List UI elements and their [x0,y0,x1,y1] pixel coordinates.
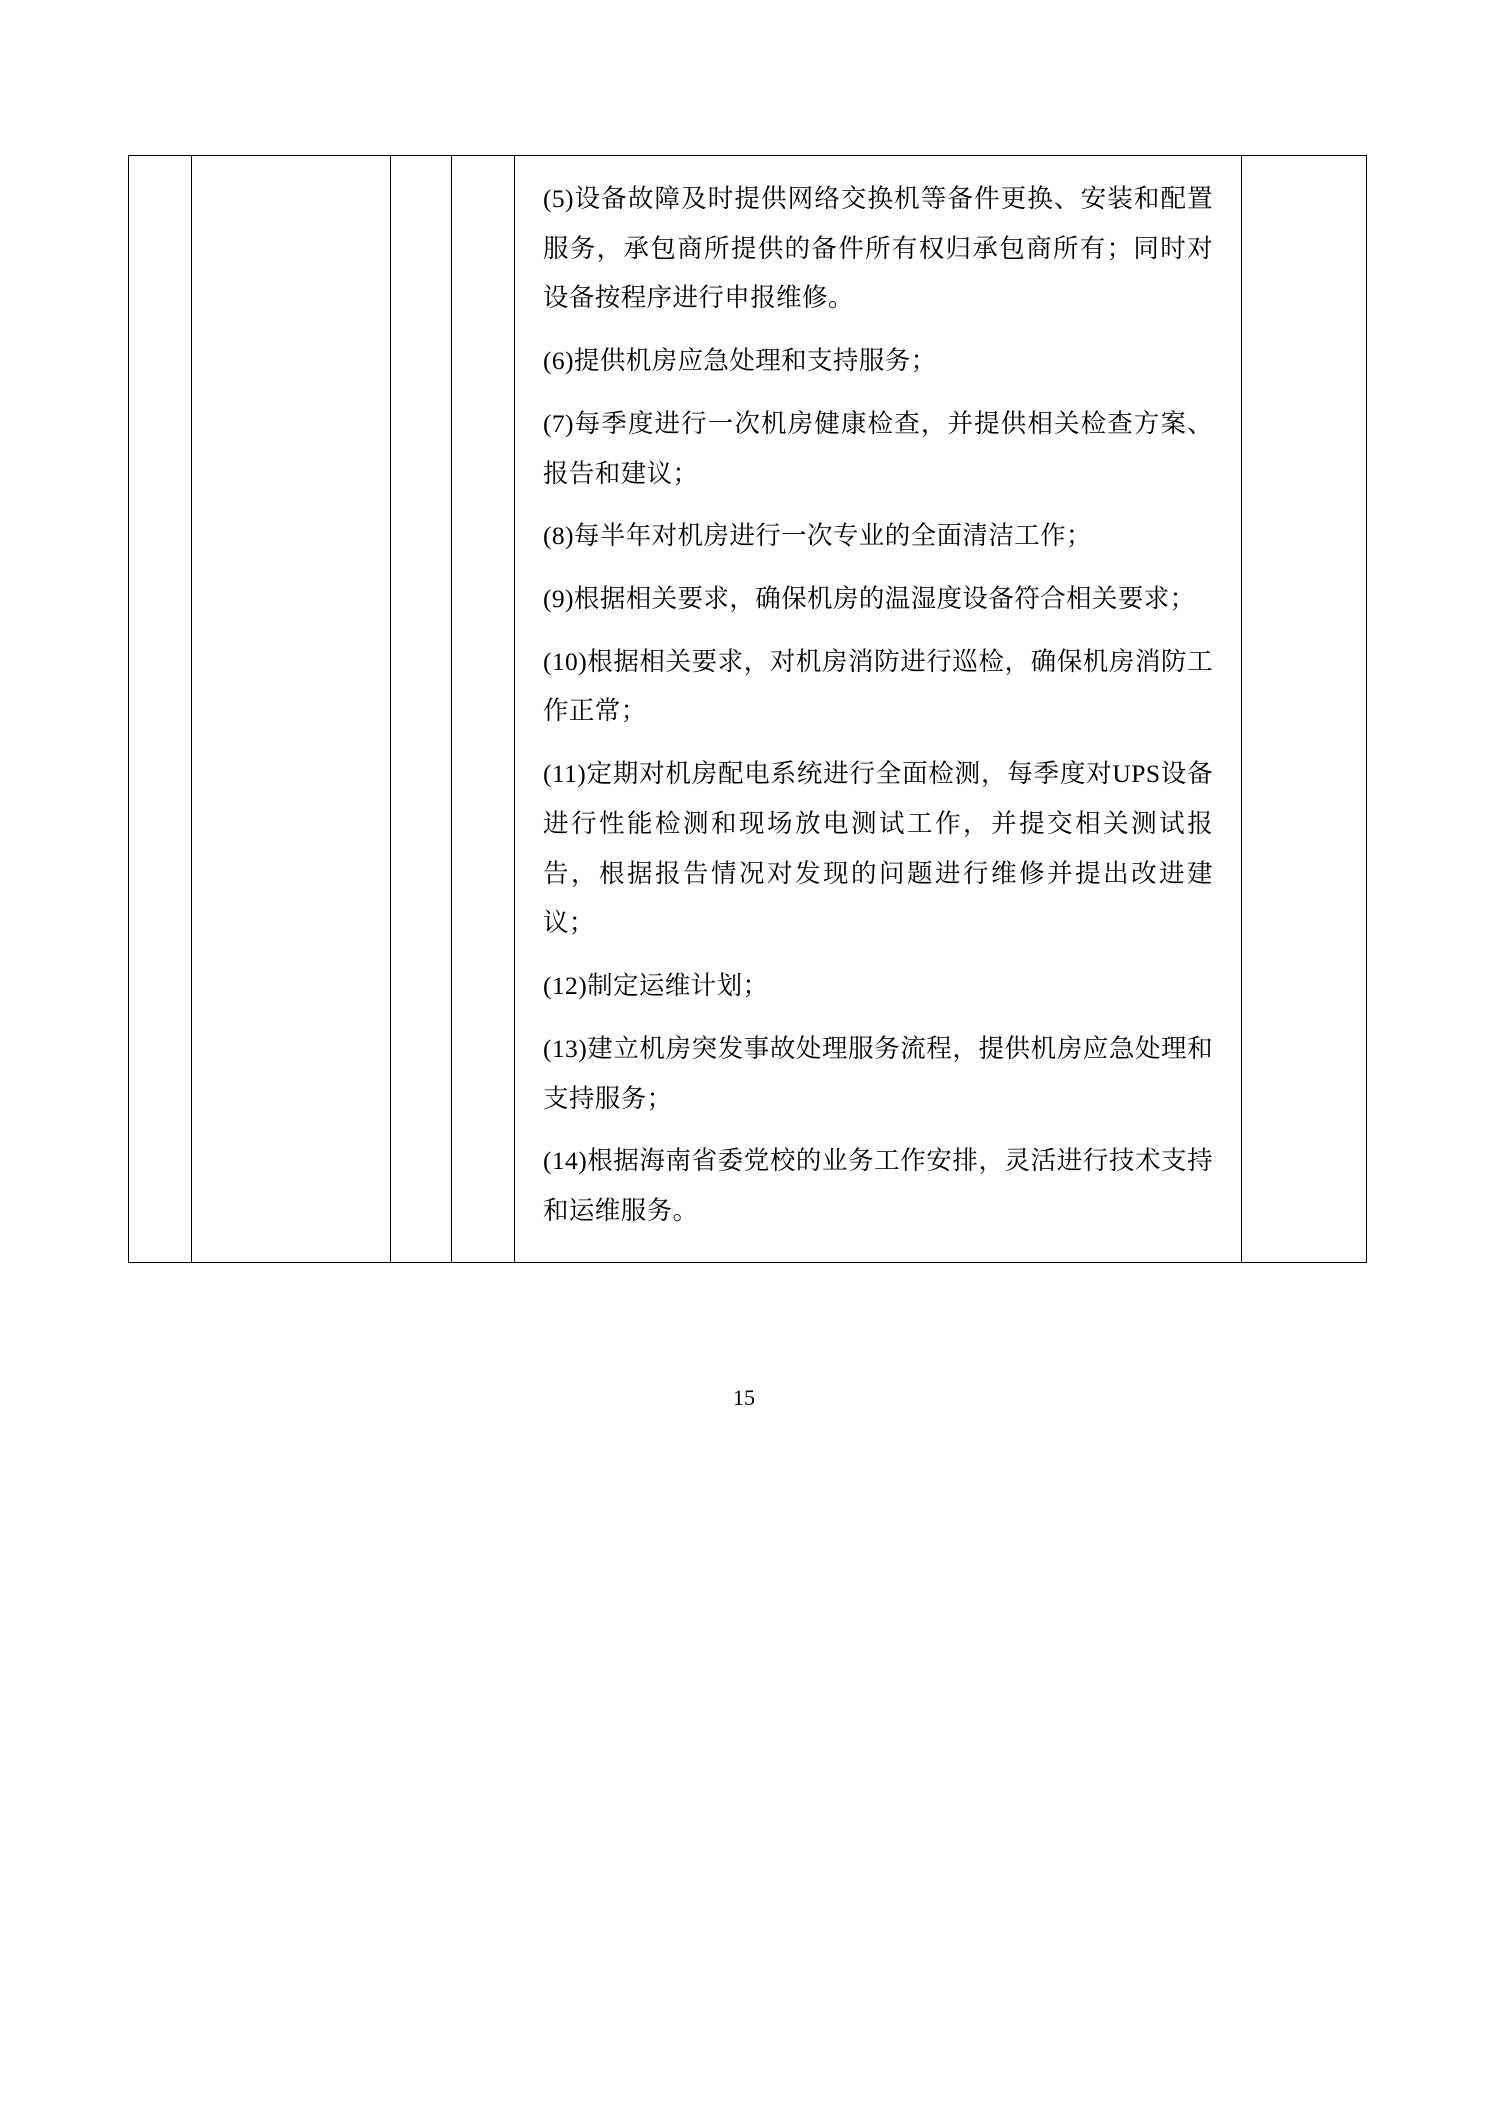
page-number: 15 [733,1385,755,1410]
table-cell-unit-text [391,156,451,200]
requirements-table [128,155,1367,1263]
requirement-paragraph-7: (7)每季度进行一次机房健康检查，并提供相关检查方案、报告和建议； [543,408,1213,488]
table-cell-item-name [192,156,391,1263]
requirement-paragraph-14: (14)根据海南省委党校的业务工作安排，灵活进行技术支持和运维服务。 [543,1146,1213,1225]
table-row [129,156,1367,1263]
table-cell-requirements [515,156,1242,1263]
table-cell-remark-text [1242,156,1366,200]
requirement-paragraph-6: (6)提供机房应急处理和支持服务； [543,346,937,376]
requirement-paragraph-5: (5)设备故障及时提供网络交换机等备件更换、安装和配置服务，承包商所提供的备件所有权归承包商所有；同时对设备按程序进行申报维修。 [543,184,1213,313]
table-cell-index [129,156,192,1263]
requirements-list [515,156,1241,1262]
requirement-paragraph-10: (10)根据相关要求，对机房消防进行巡检，确保机房消防工作正常； [543,646,1213,726]
table-cell-quantity [452,156,515,1263]
requirement-paragraph-9: (9)根据相关要求，确保机房的温湿度设备符合相关要求； [543,584,1196,614]
requirement-paragraph-8: (8)每半年对机房进行一次专业的全面清洁工作； [543,521,1092,551]
table-cell-index-text [129,156,191,200]
table-cell-item-name-text [192,156,390,200]
table-cell-quantity-text [452,156,514,200]
requirement-paragraph-11: (11)定期对机房配电系统进行全面检测，每季度对UPS设备进行性能检测和现场放电测试工作，并提交相关测试报告，根据报告情况对发现的问题进行维修并提出改进建议； [543,759,1213,938]
table-cell-remark [1242,156,1367,1263]
requirement-paragraph-12: (12)制定运维计划； [543,971,769,1001]
requirement-paragraph-13: (13)建立机房突发事故处理服务流程，提供机房应急处理和支持服务； [543,1033,1213,1113]
table-cell-unit [391,156,452,1263]
